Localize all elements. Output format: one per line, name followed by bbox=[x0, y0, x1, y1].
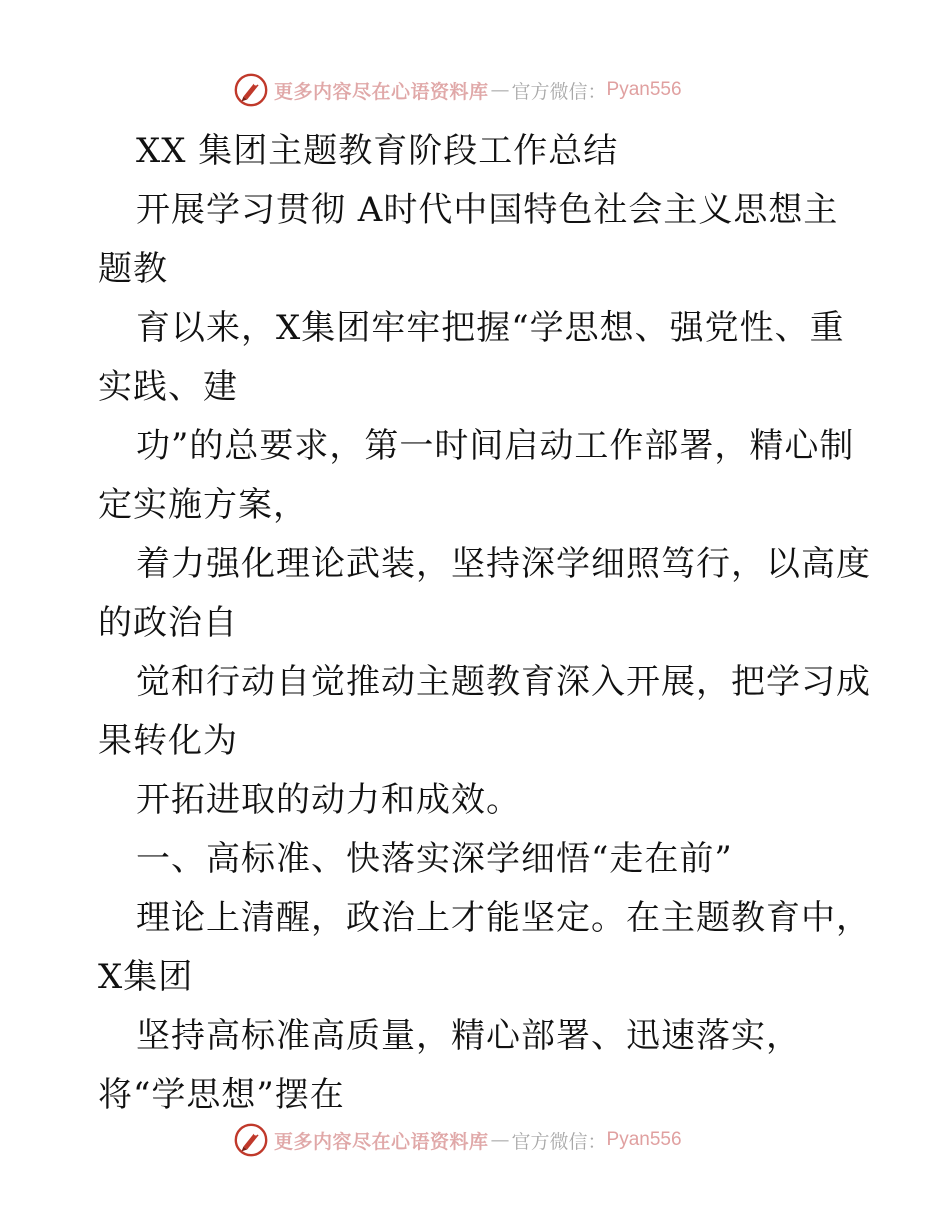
paragraph-line: X集团 bbox=[98, 957, 194, 997]
paragraph-line: 将“学思想”摆在 bbox=[98, 1075, 345, 1115]
watermark-text: 更多内容尽在心语资料库 bbox=[274, 80, 489, 103]
watermark-official-label: 官方微信： bbox=[511, 80, 607, 103]
paragraph-line: 的政治自 bbox=[98, 603, 238, 643]
paragraph-line: 理论上清醒，政治上才能坚定。在主题教育中， bbox=[136, 898, 871, 938]
paragraph-line: 功”的总要求，第一时间启动工作部署，精心制 bbox=[136, 426, 855, 466]
watermark-official-label: 官方微信： bbox=[511, 1130, 607, 1153]
watermark-wechat-id: Pyan556 bbox=[606, 1129, 682, 1150]
paragraph-line: 育以来，X集团牢牢把握“学思想、强党性、重 bbox=[136, 308, 845, 348]
document-title: XX 集团主题教育阶段工作总结 bbox=[136, 131, 619, 171]
header-watermark bbox=[232, 70, 682, 110]
paragraph-line: 开拓进取的动力和成效。 bbox=[136, 780, 521, 820]
watermark-separator: — bbox=[490, 1129, 510, 1151]
pen-logo-icon bbox=[232, 1121, 270, 1159]
paragraph-line: 着力强化理论武装，坚持深学细照笃行，以高度 bbox=[136, 544, 871, 584]
section-heading: 一、高标准、快落实深学细悟“走在前” bbox=[136, 839, 733, 879]
paragraph-line: 题教 bbox=[98, 249, 168, 289]
document-body bbox=[98, 122, 871, 1125]
watermark-text: 更多内容尽在心语资料库 bbox=[274, 1130, 489, 1153]
paragraph-line: 实践、建 bbox=[98, 367, 238, 407]
paragraph-line: 觉和行动自觉推动主题教育深入开展，把学习成 bbox=[136, 662, 871, 702]
pen-logo-icon bbox=[232, 71, 270, 109]
watermark-separator: — bbox=[490, 79, 510, 101]
paragraph-line: 坚持高标准高质量，精心部署、迅速落实， bbox=[136, 1016, 801, 1056]
paragraph-line: 果转化为 bbox=[98, 721, 238, 761]
paragraph-line: 定实施方案， bbox=[98, 485, 308, 525]
footer-watermark bbox=[232, 1120, 682, 1160]
watermark-wechat-id: Pyan556 bbox=[606, 79, 682, 100]
paragraph-line: 开展学习贯彻 A时代中国特色社会主义思想主 bbox=[136, 190, 839, 230]
